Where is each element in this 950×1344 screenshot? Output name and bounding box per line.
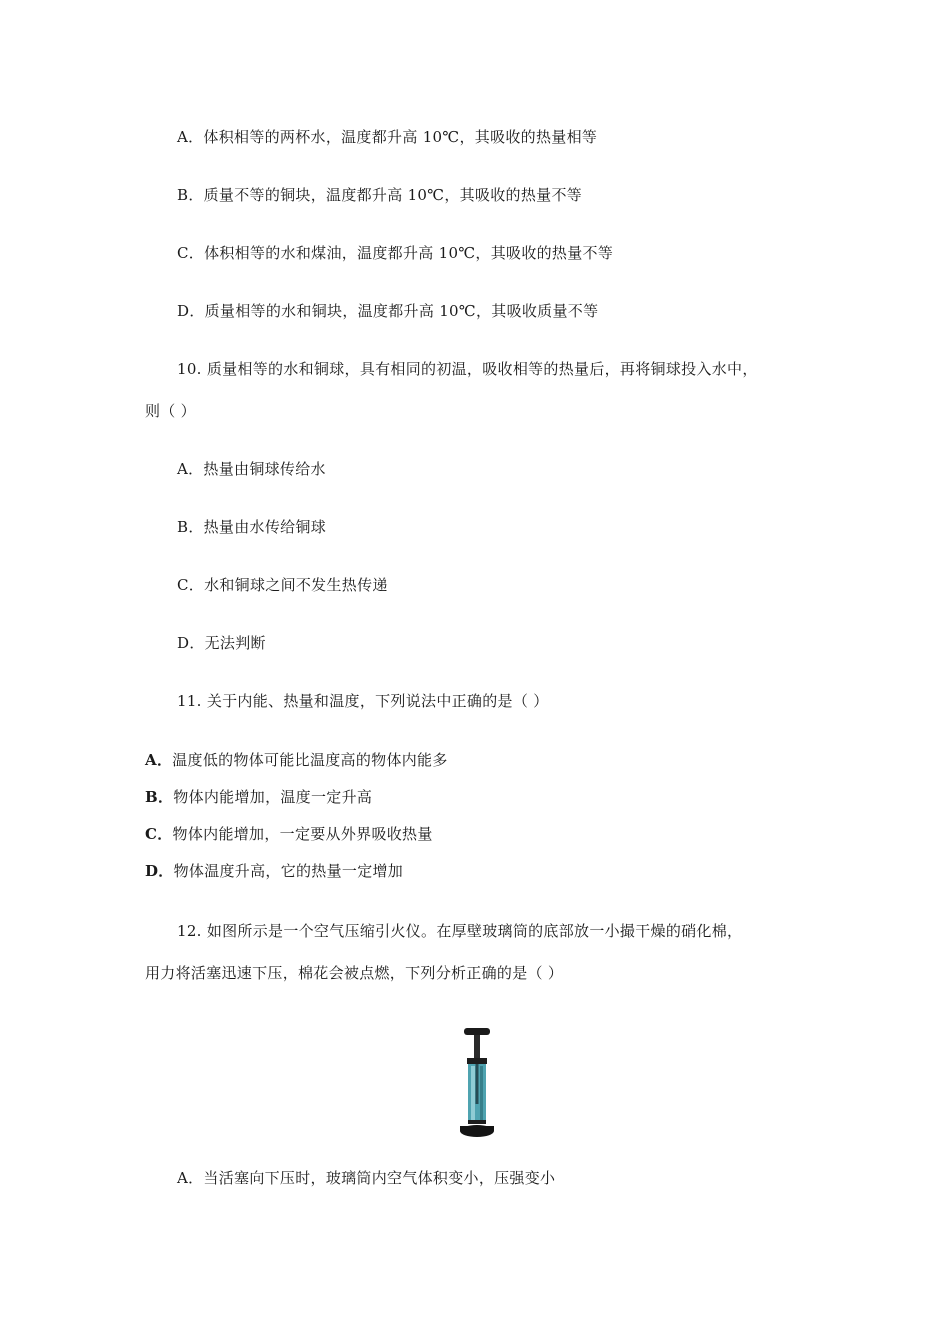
q9-option-a: A．体积相等的两杯水，温度都升高 10℃，其吸收的热量相等 (177, 128, 598, 146)
option-text: 物体内能增加，一定要从外界吸收热量 (172, 825, 433, 843)
air-compression-igniter-figure (452, 1024, 502, 1139)
q11-stem: 11. 关于内能、热量和温度，下列说法中正确的是（ ） (177, 692, 549, 710)
q11-option-a (145, 750, 448, 770)
q11-option-c (145, 824, 433, 844)
q12-option-a: A．当活塞向下压时，玻璃筒内空气体积变小，压强变小 (177, 1169, 556, 1187)
option-label: A． (145, 751, 173, 769)
piston-rod (474, 1035, 480, 1059)
option-label: B． (145, 788, 174, 806)
q10-option-a: A．热量由铜球传给水 (177, 460, 326, 478)
option-label: C． (145, 825, 173, 843)
q9-option-c: C．体积相等的水和煤油，温度都升高 10℃，其吸收的热量不等 (177, 244, 614, 262)
q12-stem-line2: 用力将活塞迅速下压，棉花会被点燃，下列分析正确的是（ ） (145, 964, 564, 982)
q9-option-b: B．质量不等的铜块，温度都升高 10℃，其吸收的热量不等 (177, 186, 583, 204)
q9-option-d: D．质量相等的水和铜块，温度都升高 10℃，其吸收质量不等 (177, 302, 599, 320)
option-text: 温度低的物体可能比温度高的物体内能多 (172, 751, 448, 769)
piston-handle (464, 1028, 490, 1035)
q10-option-b: B．热量由水传给铜球 (177, 518, 327, 536)
q10-option-c: C．水和铜球之间不发生热传递 (177, 576, 388, 594)
q10-stem-line2: 则（ ） (145, 402, 196, 420)
option-text: 物体温度升高，它的热量一定增加 (173, 862, 404, 880)
option-text: 物体内能增加，温度一定升高 (173, 788, 373, 806)
q11-option-b (145, 787, 372, 807)
q10-option-d: D．无法判断 (177, 634, 266, 652)
cylinder-cap (467, 1058, 487, 1064)
q12-stem-line1: 12. 如图所示是一个空气压缩引火仪。在厚壁玻璃筒的底部放一小撮干燥的硝化棉， (177, 922, 743, 940)
q11-option-d (145, 861, 403, 881)
option-label: D． (145, 862, 174, 880)
q10-stem-line1: 10. 质量相等的水和铜球，具有相同的初温，吸收相等的热量后，再将铜球投入水中， (177, 360, 758, 378)
